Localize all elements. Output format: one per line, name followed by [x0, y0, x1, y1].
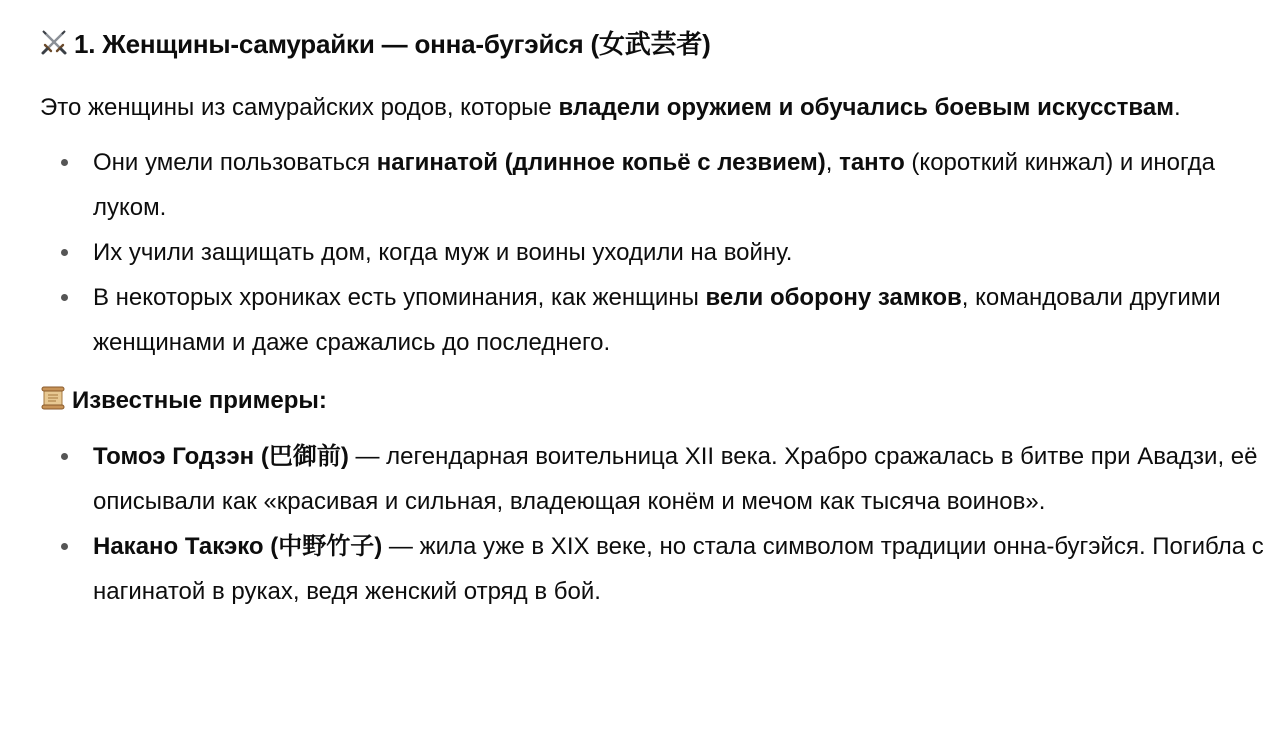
bullet-dot — [61, 249, 68, 256]
intro-bold-text: владели оружием и обучались боевым искусствам — [558, 94, 1174, 121]
example-name: Накано Такэко (中野竹子) — [93, 533, 383, 560]
list-item — [40, 434, 1270, 524]
list-item-text: В некоторых хрониках есть упоминания, как женщины — [93, 284, 706, 311]
intro-punct: . — [1173, 94, 1181, 121]
examples-heading — [40, 383, 1270, 422]
list-item-text: , — [825, 149, 840, 176]
examples-list — [40, 434, 1270, 614]
list-item — [40, 524, 1270, 614]
bullet-dot — [61, 543, 68, 550]
crossed-swords-icon — [40, 28, 68, 65]
list-item-text: (короткий кинжал) и иногда луком. — [93, 149, 1216, 221]
list-item — [40, 275, 1270, 365]
example-name: Томоэ Годзэн (巴御前) — [93, 443, 349, 470]
list-item-text: Их учили защищать дом, когда муж и воины уходили на войну. — [93, 239, 793, 266]
example-text: — жила уже в XIX веке, но стала символом традиции онна-бугэйся. Погибла с нагинатой в руках, ведя женский отряд в бой. — [93, 533, 1264, 605]
list-item-bold: нагинатой (длинное копьё с лезвием) — [376, 149, 826, 176]
section-heading — [40, 26, 1270, 65]
list-item — [40, 230, 1270, 275]
list-item-text: Они умели пользоваться — [93, 149, 377, 176]
examples-heading-text: Известные примеры: — [72, 387, 327, 414]
section-bullet-list — [40, 140, 1270, 365]
example-text: — легендарная воительница XII века. Храбро сражалась в битве при Авадзи, её описывали как «красивая и сильная, владеющая конём и мечом как тысяча воинов». — [93, 443, 1258, 515]
section-heading-text: 1. Женщины-самурайки — онна-бугэйся (女武芸者) — [74, 29, 711, 59]
list-item-bold: танто — [839, 149, 905, 176]
list-item-text: , командовали другими женщинами и даже сражались до последнего. — [93, 284, 1221, 356]
bullet-dot — [61, 159, 68, 166]
bullet-dot — [61, 294, 68, 301]
list-item-bold: вели оборону замков — [705, 284, 962, 311]
intro-paragraph — [40, 85, 1270, 130]
scroll-icon — [40, 385, 66, 422]
intro-text: Это женщины из самурайских родов, которые — [40, 94, 559, 121]
list-item — [40, 140, 1270, 230]
bullet-dot — [61, 453, 68, 460]
